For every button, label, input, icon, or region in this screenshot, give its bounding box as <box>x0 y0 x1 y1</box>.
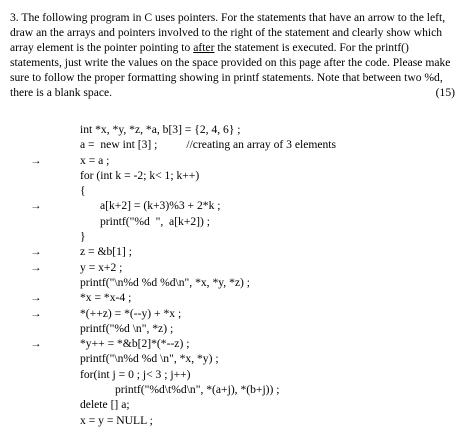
question-line-1: 3. The following program in C uses pointers. For the statements that have an arrow to the left, <box>10 11 446 24</box>
code-line <box>30 336 460 351</box>
code-text: *x = *x-4 ; <box>80 291 132 305</box>
question-line-2: draw an the arrays and pointers involved to the right of the statement and clearly show which <box>10 26 443 39</box>
question-text <box>10 10 465 100</box>
code-text: { <box>80 184 86 198</box>
code-line <box>30 168 460 183</box>
code-line <box>30 229 460 244</box>
code-text: a[k+2] = (k+3)%3 + 2*k ; <box>100 199 221 213</box>
code-line <box>30 183 460 198</box>
code-text: *(++z) = *(--y) + *x ; <box>80 306 182 320</box>
code-line <box>30 260 460 275</box>
question-line-3-end: the statement is executed. For the printf() <box>214 41 409 54</box>
code-text: x = y = NULL ; <box>80 413 153 427</box>
code-line <box>30 198 460 213</box>
code-text: printf("%d\t%d\n", *(a+j), *(b+j)) ; <box>115 383 280 397</box>
code-text: x = a ; <box>80 153 110 167</box>
question-line-5: sure to follow the proper formatting showing in printf statements. Note that between two %d, <box>10 71 443 84</box>
code-text: printf("\n%d %d \n", *x, *y) ; <box>80 352 219 366</box>
code-line <box>30 367 460 382</box>
code-line <box>30 122 460 137</box>
underlined-after: after <box>193 41 215 54</box>
code-text: z = &b[1] ; <box>80 245 132 259</box>
question-line-3 <box>10 40 465 55</box>
code-text: for (int k = -2; k< 1; k++) <box>80 168 200 182</box>
arrow-right-icon: → <box>30 199 42 213</box>
code-text: delete [] a; <box>80 398 130 412</box>
code-line <box>30 397 460 412</box>
code-line <box>30 214 460 229</box>
arrow-right-icon: → <box>30 153 42 167</box>
code-text: int *x, *y, *z, *a, b[3] = {2, 4, 6} ; <box>80 123 241 136</box>
code-text: for(int j = 0 ; j< 3 ; j++) <box>80 367 191 381</box>
code-line <box>30 244 460 259</box>
points-label: (15) <box>435 86 455 99</box>
code-text: } <box>80 230 86 244</box>
code-text: a = new int [3] ; //creating an array of 3 elements <box>80 138 337 152</box>
code-line <box>30 290 460 305</box>
code-line <box>30 137 460 152</box>
code-line <box>30 382 460 397</box>
code-text: printf("%d \n", *z) ; <box>80 321 174 335</box>
question-line-6-text: there is a blank space. <box>10 86 113 99</box>
code-line <box>30 351 460 366</box>
arrow-right-icon: → <box>30 260 42 274</box>
question-line-6 <box>10 85 465 100</box>
code-text: printf("\n%d %d %d\n", *x, *y, *z) ; <box>80 275 251 289</box>
code-text: *y++ = *&b[2]*(*--z) ; <box>80 337 190 351</box>
code-line <box>30 306 460 321</box>
code-block <box>30 122 460 428</box>
arrow-right-icon: → <box>30 245 42 259</box>
code-line <box>30 275 460 290</box>
question-line-4: statements, just write the values on the space provided on this page after the code. Please make <box>10 56 451 69</box>
code-line <box>30 321 460 336</box>
arrow-right-icon: → <box>30 306 42 320</box>
code-text: printf("%d ", a[k+2]) ; <box>100 214 211 228</box>
code-line <box>30 413 460 428</box>
arrow-right-icon: → <box>30 337 42 351</box>
code-text: y = x+2 ; <box>80 260 123 274</box>
question-line-3-start: array element is the pointer pointing to <box>10 41 194 54</box>
code-line <box>30 153 460 168</box>
arrow-right-icon: → <box>30 291 42 305</box>
